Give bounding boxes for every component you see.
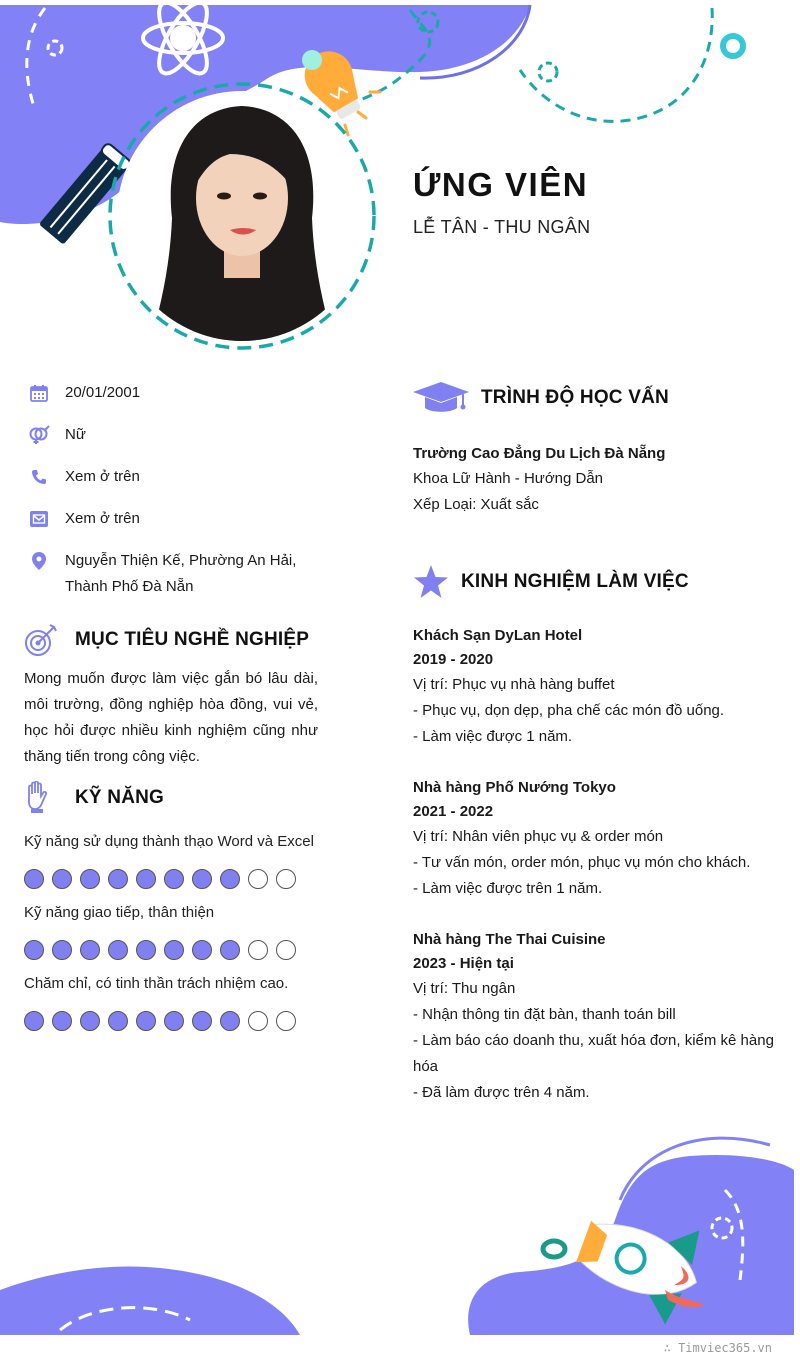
rating-dot-filled xyxy=(164,869,184,889)
rating-dot-filled xyxy=(164,1011,184,1031)
job-company: Nhà hàng Phố Nướng Tokyo xyxy=(413,779,616,796)
rating-dot-empty xyxy=(248,940,268,960)
skill-rating xyxy=(24,940,324,960)
rating-dot-filled xyxy=(24,1011,44,1031)
location-pin-icon xyxy=(28,548,50,574)
rating-dot-filled xyxy=(108,869,128,889)
email-icon xyxy=(28,506,50,532)
rating-dot-empty xyxy=(276,1011,296,1031)
email-text: Xem ở trên xyxy=(65,510,140,527)
rating-dot-empty xyxy=(276,869,296,889)
skills-section xyxy=(24,778,324,1031)
watermark: ∴ Timviec365.vn xyxy=(663,1341,772,1355)
target-icon xyxy=(24,623,58,657)
objective-title: MỤC TIÊU NGHỀ NGHIỆP xyxy=(75,629,310,650)
objective-section xyxy=(24,620,318,770)
contact-row-phone xyxy=(28,464,328,490)
rating-dot-filled xyxy=(136,940,156,960)
skill-item xyxy=(24,831,324,889)
phone-text: Xem ở trên xyxy=(65,468,140,485)
education-section xyxy=(413,378,783,518)
objective-text: Mong muốn được làm việc gắn bó lâu dài, môi trường, đồng nghiệp hòa đồng, vui vẻ, học hỏi được nhiều kinh nghiệm cũng như thăng tiến trong công việc. xyxy=(24,670,318,765)
job-entry xyxy=(413,776,783,902)
rating-dot-filled xyxy=(108,940,128,960)
gender-text: Nữ xyxy=(65,426,86,443)
school-name: Trường Cao Đẳng Du Lịch Đà Nẵng xyxy=(413,445,666,462)
rating-dot-filled xyxy=(220,940,240,960)
job-period: 2023 - Hiện tại xyxy=(413,955,514,972)
gender-icon xyxy=(28,422,50,448)
job-entry xyxy=(413,928,783,1106)
skill-label: Kỹ năng giao tiếp, thân thiện xyxy=(24,904,215,921)
rating-dot-filled xyxy=(80,1011,100,1031)
star-icon xyxy=(413,564,449,600)
skills-title: KỸ NĂNG xyxy=(75,787,165,808)
job-company: Nhà hàng The Thai Cuisine xyxy=(413,931,606,948)
job-period: 2021 - 2022 xyxy=(413,803,494,820)
contact-row-email xyxy=(28,506,328,532)
objective-header xyxy=(24,620,318,660)
job-detail: - Làm báo cáo doanh thu, xuất hóa đơn, kiểm kê hàng hóa xyxy=(413,1032,774,1075)
rating-dot-filled xyxy=(52,1011,72,1031)
contact-info xyxy=(28,380,328,616)
skill-item xyxy=(24,902,324,960)
rating-dot-filled xyxy=(192,1011,212,1031)
rating-dot-filled xyxy=(24,940,44,960)
calendar-icon xyxy=(28,380,50,406)
bottom-left-blob xyxy=(0,1267,300,1335)
skill-rating xyxy=(24,869,324,889)
job-company: Khách Sạn DyLan Hotel xyxy=(413,627,583,644)
rating-dot-filled xyxy=(24,869,44,889)
skill-label: Kỹ năng sử dụng thành thạo Word và Excel xyxy=(24,833,314,850)
rating-dot-filled xyxy=(136,869,156,889)
job-detail: Vị trí: Nhân viên phục vụ & order món xyxy=(413,828,664,845)
phone-icon xyxy=(28,464,50,490)
hand-icon xyxy=(24,781,58,815)
rating-dot-filled xyxy=(52,869,72,889)
rating-dot-filled xyxy=(164,940,184,960)
candidate-name: ỨNG VIÊN xyxy=(413,166,589,203)
rating-dot-filled xyxy=(220,1011,240,1031)
rating-dot-empty xyxy=(276,940,296,960)
contact-row-gender xyxy=(28,422,328,448)
job-detail: - Phục vụ, dọn dẹp, pha chế các món đồ uống. xyxy=(413,702,725,719)
job-detail: - Làm việc được 1 năm. xyxy=(413,728,573,745)
job-detail: - Đã làm được trên 4 năm. xyxy=(413,1084,590,1101)
rating-dot-filled xyxy=(80,940,100,960)
job-period: 2019 - 2020 xyxy=(413,651,494,668)
rating-dot-filled xyxy=(192,869,212,889)
faculty: Khoa Lữ Hành - Hướng Dẫn xyxy=(413,470,604,487)
education-title: TRÌNH ĐỘ HỌC VẤN xyxy=(481,387,669,408)
rating-dot-empty xyxy=(248,869,268,889)
job-title: LỄ TÂN - THU NGÂN xyxy=(413,217,591,237)
education-header xyxy=(413,378,783,418)
skill-item xyxy=(24,973,324,1031)
job-detail: Vị trí: Thu ngân xyxy=(413,980,516,997)
rating-dot-filled xyxy=(80,869,100,889)
skills-header xyxy=(24,778,324,818)
experience-header xyxy=(413,562,783,602)
job-entry xyxy=(413,624,783,750)
rating-dot-filled xyxy=(192,940,212,960)
job-detail: - Nhận thông tin đặt bàn, thanh toán bill xyxy=(413,1006,676,1023)
rating-dot-filled xyxy=(52,940,72,960)
address-text: Nguyễn Thiện Kế, Phường An Hải, Thành Phố Đà Nẵn xyxy=(65,552,297,595)
rating-dot-filled xyxy=(220,869,240,889)
contact-row-address xyxy=(28,548,328,600)
job-detail: Vị trí: Phục vụ nhà hàng buffet xyxy=(413,676,615,693)
experience-section xyxy=(413,562,783,1132)
graduation-cap-icon xyxy=(413,380,469,416)
job-detail: - Tư vấn món, order món, phục vụ món cho khách. xyxy=(413,854,751,871)
birthdate-text: 20/01/2001 xyxy=(65,384,141,401)
rating-dot-filled xyxy=(136,1011,156,1031)
experience-title: KINH NGHIỆM LÀM VIỆC xyxy=(461,571,689,592)
contact-row-birthdate xyxy=(28,380,328,406)
skills-list xyxy=(24,831,324,1031)
rating-dot-filled xyxy=(108,1011,128,1031)
jobs-list xyxy=(413,624,783,1106)
rating-dot-empty xyxy=(248,1011,268,1031)
candidate-photo xyxy=(114,88,370,344)
skill-rating xyxy=(24,1011,324,1031)
skill-label: Chăm chỉ, có tinh thần trách nhiệm cao. xyxy=(24,975,289,992)
grade: Xếp Loại: Xuất sắc xyxy=(413,496,539,513)
job-detail: - Làm việc được trên 1 năm. xyxy=(413,880,603,897)
